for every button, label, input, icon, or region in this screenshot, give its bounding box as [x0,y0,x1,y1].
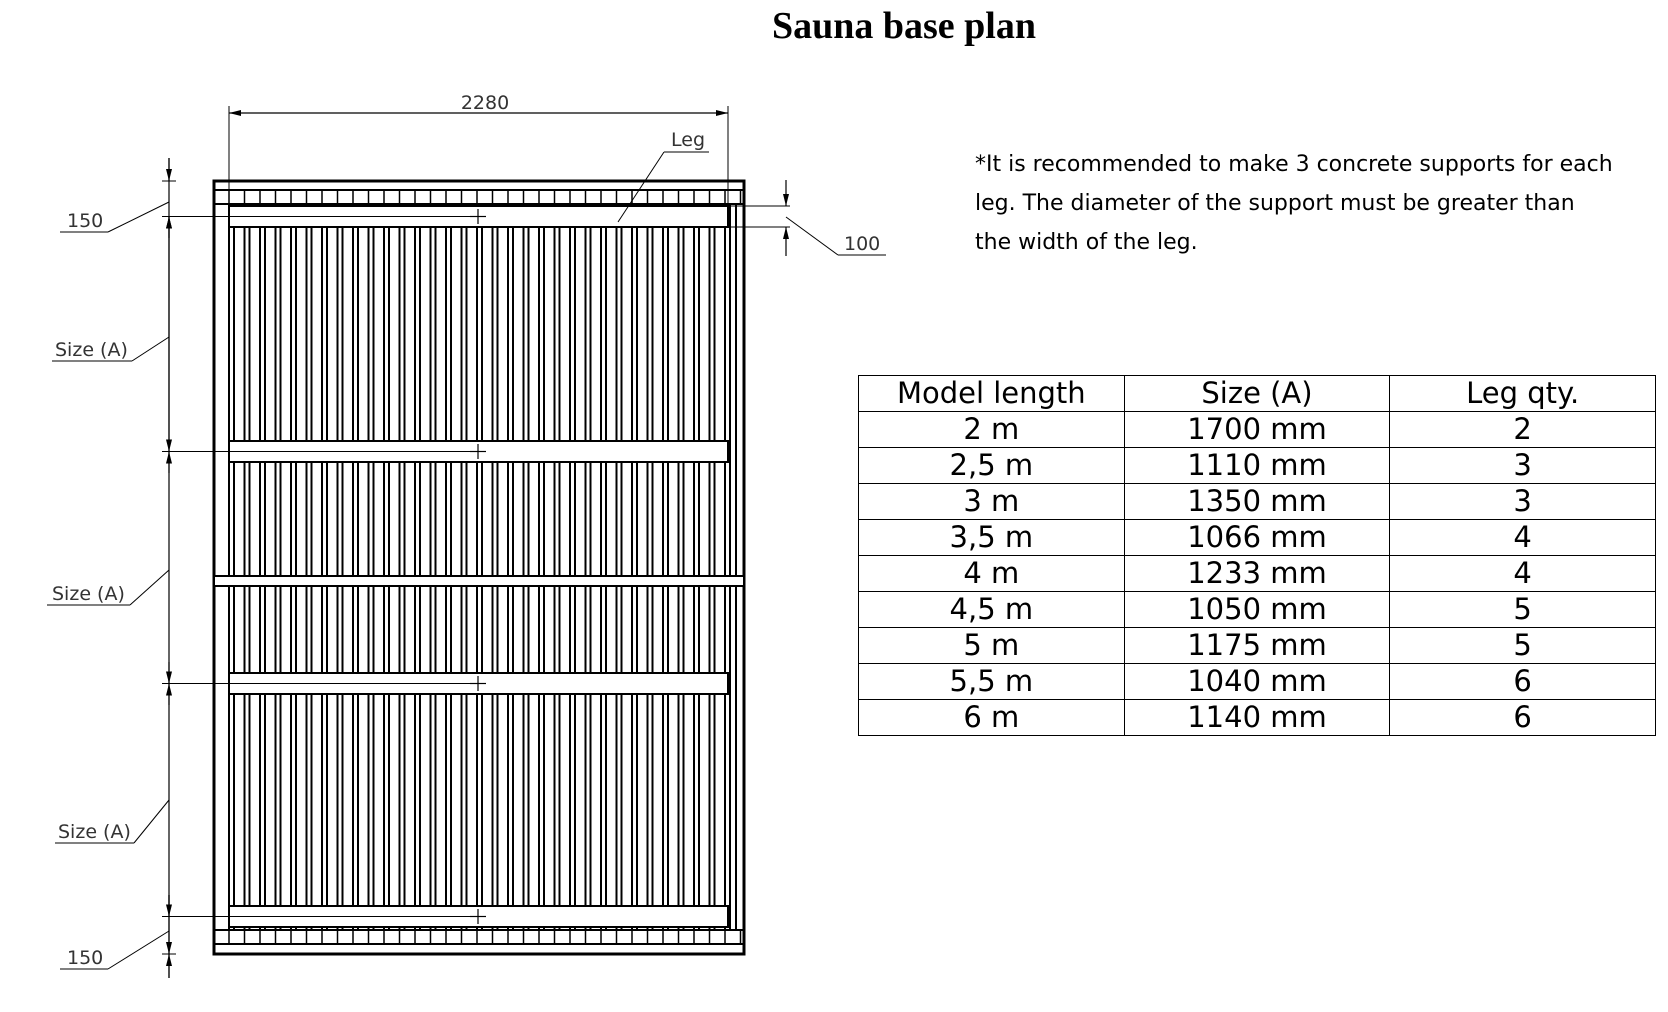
offset-bottom-label: 150 [67,947,104,969]
size-a-1-leader [132,337,169,361]
cell-model-length: 4,5 m [859,592,1125,628]
table-row [859,448,1656,484]
offset-bottom-leader [108,931,169,969]
cell-leg-qty: 6 [1390,664,1656,700]
table-row [859,628,1656,664]
cell-size-a: 1175 mm [1124,628,1390,664]
cell-model-length: 4 m [859,556,1125,592]
header-model-length: Model length [859,376,1125,412]
size-a-3-leader [134,800,169,843]
cell-size-a: 1050 mm [1124,592,1390,628]
cell-size-a: 1700 mm [1124,412,1390,448]
offset-top-leader [108,202,169,232]
offset-top-label: 150 [67,210,104,232]
width-dim-label: 2280 [460,92,510,114]
cell-size-a: 1066 mm [1124,520,1390,556]
base-frame [214,181,744,954]
cell-size-a: 1233 mm [1124,556,1390,592]
table-row [859,484,1656,520]
table-row [859,592,1656,628]
cell-leg-qty: 6 [1390,700,1656,736]
cell-model-length: 5,5 m [859,664,1125,700]
table-row [859,520,1656,556]
cell-leg-qty: 4 [1390,556,1656,592]
cell-model-length: 2,5 m [859,448,1125,484]
table-row [859,412,1656,448]
table-header-row [859,376,1656,412]
size-a-label-1: Size (A) [55,339,128,361]
cell-size-a: 1140 mm [1124,700,1390,736]
support-note: *It is recommended to make 3 concrete supports for each leg. The diameter of the support must be greater than the width of the leg. [975,152,1613,255]
model-spec-table [858,375,1656,736]
cell-model-length: 3 m [859,484,1125,520]
leg-label: Leg [671,129,706,151]
cell-size-a: 1110 mm [1124,448,1390,484]
cell-leg-qty: 5 [1390,628,1656,664]
cell-model-length: 6 m [859,700,1125,736]
leg-width-dim-label: 100 [844,233,881,255]
page-title: Sauna base plan [771,5,1036,47]
size-a-2-leader [130,570,169,605]
cell-leg-qty: 3 [1390,484,1656,520]
cell-leg-qty: 3 [1390,448,1656,484]
floor-slats [229,204,730,930]
table-row [859,700,1656,736]
legs-group [169,206,728,927]
cell-model-length: 3,5 m [859,520,1125,556]
cell-leg-qty: 5 [1390,592,1656,628]
cell-model-length: 5 m [859,628,1125,664]
cell-size-a: 1350 mm [1124,484,1390,520]
header-size-a: Size (A) [1124,376,1390,412]
cell-leg-qty: 2 [1390,412,1656,448]
header-leg-qty: Leg qty. [1390,376,1656,412]
cell-size-a: 1040 mm [1124,664,1390,700]
leg-width-leader [786,217,838,255]
size-a-label-2: Size (A) [52,583,125,605]
center-beam [214,576,744,586]
table-row [859,664,1656,700]
cell-model-length: 2 m [859,412,1125,448]
cell-leg-qty: 4 [1390,520,1656,556]
table-row [859,556,1656,592]
size-a-label-3: Size (A) [58,821,131,843]
